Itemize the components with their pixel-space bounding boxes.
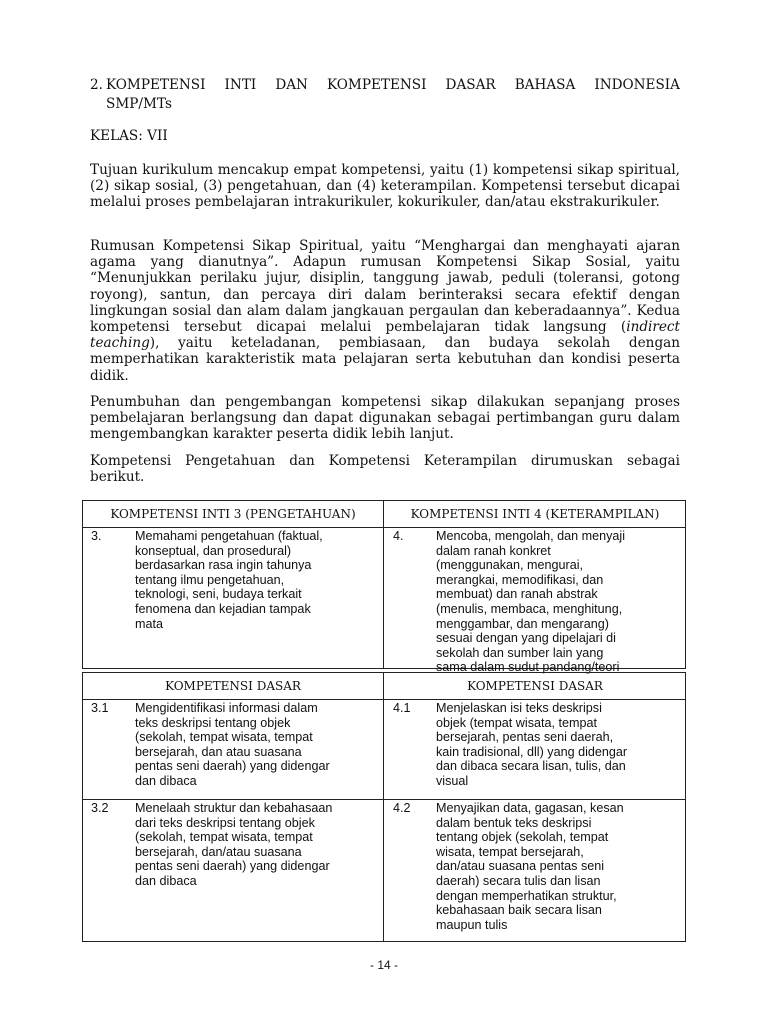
paragraph-attitude-development: Penumbuhan dan pengembangan kompetensi sikap dilakukan sepanjang proses pembelajaran berlangsung dan dapat digunakan sebagai pertimbangan guru dalam mengembangkan karakter peserta didik lebih lanjut. (90, 394, 680, 443)
kd-4-1-number: 4.1 (393, 701, 411, 715)
table-row-border (83, 799, 685, 800)
ki4-text: Mencoba, mengolah, dan menyaji dalam ranah konkret (menggunakan, mengurai, merangkai, memodifikasi, dan membuat) dan ranah abstrak (menulis, membaca, menghitung, menggambar, dan mengarang) sesuai dengan yang dipelajari di sekolah dan sumber lain yang sama dalam sudut pandang/teori (436, 529, 626, 675)
table-header-border (83, 527, 685, 528)
core-competence-table (82, 500, 686, 675)
paragraph-attitude-competence (90, 238, 680, 384)
basic-competence-table (82, 672, 686, 942)
ki3-number: 3. (91, 529, 102, 543)
class-level: KELAS: VII (90, 128, 168, 144)
paragraph2-text-before: Rumusan Kompetensi Sikap Spiritual, yaitu “Menghargai dan menghayati ajaran agama yang dianutnya”. Adapun rumusan Kompetensi Sikap Sosial, yaitu “Menunjukkan perilaku jujur, disiplin, tanggung jawab, peduli (toleransi, gotong royong), santun, dan percaya diri dalam berinteraksi secara efektif dengan lingkungan sosial dan alam dalam jangkauan pergaulan dan keberadaannya”. Kedua kompetensi tersebut dicapai melalui pembelajaran tidak langsung ( (90, 238, 680, 336)
paragraph2-italic-term: indirect teaching (90, 319, 680, 352)
table-header-border (83, 699, 685, 700)
kd-3-1-number: 3.1 (91, 701, 109, 715)
page-number: - 14 - (369, 958, 398, 972)
kd-left-header: KOMPETENSI DASAR (165, 679, 301, 693)
section-title-line2: SMP/MTs (106, 96, 172, 112)
kd-4-2-number: 4.2 (393, 801, 411, 815)
section-title-line1: KOMPETENSI INTI DAN KOMPETENSI DASAR BAHASA INDONESIA (106, 77, 680, 93)
kd-3-1-text: Mengidentifikasi informasi dalam teks deskripsi tentang objek (sekolah, tempat wisata, tempat bersejarah, dan atau suasana pentas seni daerah) yang didengar dan dibaca (135, 701, 330, 788)
kd-right-header: KOMPETENSI DASAR (467, 679, 603, 693)
table-divider (383, 673, 384, 941)
ki4-number: 4. (393, 529, 404, 543)
ki3-text: Memahami pengetahuan (faktual, konseptual, dan prosedural) berdasarkan rasa ingin tahunya tentang ilmu pengetahuan, teknologi, seni, budaya terkait fenomena dan kejadian tampak mata (135, 529, 323, 631)
kd-4-1-text: Menjelaskan isi teks deskripsi objek (tempat wisata, tempat bersejarah, pentas seni daerah, kain tradisional, dll) yang didengar dan dibaca secara lisan, tulis, dan visual (436, 701, 628, 788)
paragraph2-text-after: ), yaitu keteladanan, pembiasaan, dan budaya sekolah dengan memperhatikan karakteristik mata pelajaran serta kebutuhan dan kondisi peserta didik. (90, 335, 680, 384)
ki3-header: KOMPETENSI INTI 3 (PENGETAHUAN) (110, 507, 356, 521)
kd-3-2-text: Menelaah struktur dan kebahasaan dari teks deskripsi tentang objek (sekolah, tempat wisata, tempat bersejarah, dan/atau suasana pentas seni daerah) yang didengar dan dibaca (135, 801, 333, 888)
kd-4-2-text: Menyajikan data, gagasan, kesan dalam bentuk teks deskripsi tentang objek (sekolah, tempat wisata, tempat bersejarah, dan/atau suasana pentas seni daerah) secara tulis dan lisan dengan memperhatikan struktur, kebahasaan baik secara lisan maupun tulis (436, 801, 624, 932)
ki4-header: KOMPETENSI INTI 4 (KETERAMPILAN) (410, 507, 660, 521)
section-number: 2. (90, 77, 103, 93)
paragraph-curriculum-goals: Tujuan kurikulum mencakup empat kompetensi, yaitu (1) kompetensi sikap spiritual, (2) sikap sosial, (3) pengetahuan, dan (4) keterampilan. Kompetensi tersebut dicapai melalui proses pembelajaran intrakurikuler, kokurikuler, dan/atau ekstrakurikuler. (90, 162, 680, 211)
kd-3-2-number: 3.2 (91, 801, 109, 815)
paragraph-knowledge-skills-intro: Kompetensi Pengetahuan dan Kompetensi Keterampilan dirumuskan sebagai berikut. (90, 453, 680, 486)
